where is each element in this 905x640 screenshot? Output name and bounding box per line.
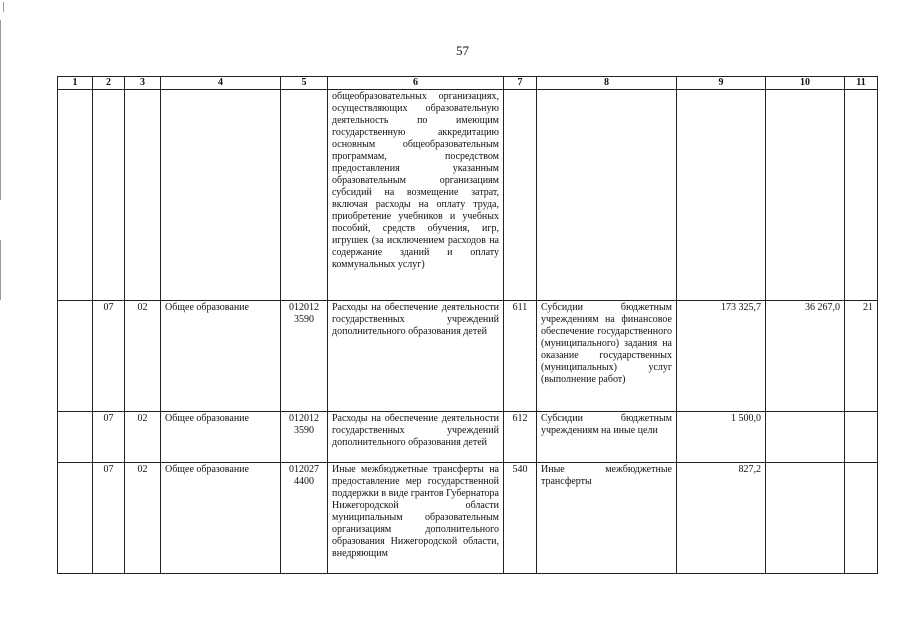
column-header: 8 bbox=[537, 77, 677, 90]
table-cell bbox=[58, 412, 93, 463]
section-code: 07 bbox=[93, 301, 125, 412]
table-cell bbox=[58, 463, 93, 574]
subsection-code: 02 bbox=[125, 301, 161, 412]
table-cell bbox=[58, 301, 93, 412]
column-header: 2 bbox=[93, 77, 125, 90]
table-row-continuation bbox=[58, 90, 878, 301]
section-name: Общее образование bbox=[161, 301, 281, 412]
table-row bbox=[58, 463, 878, 574]
scan-edge-mark bbox=[3, 2, 4, 12]
target-item-code: 012027 4400 bbox=[281, 463, 328, 574]
page-number: 57 bbox=[456, 43, 469, 58]
section-name: Общее образование bbox=[161, 463, 281, 574]
amount-cell bbox=[766, 412, 845, 463]
amount-cell: 21 bbox=[845, 301, 878, 412]
expense-type-name: Субсидии бюджетным учреждениям на финансовое обеспечение государственного (муниципального) задания на оказание государственных (муниципальных) услуг (выполнение работ) bbox=[537, 301, 677, 412]
table-cell bbox=[58, 90, 93, 301]
amount-cell bbox=[766, 463, 845, 574]
column-header: 10 bbox=[766, 77, 845, 90]
subsection-code: 02 bbox=[125, 463, 161, 574]
column-header: 3 bbox=[125, 77, 161, 90]
table-cell bbox=[161, 90, 281, 301]
table-cell bbox=[125, 90, 161, 301]
table-cell bbox=[677, 90, 766, 301]
amount-cell: 827,2 bbox=[677, 463, 766, 574]
table-cell bbox=[537, 90, 677, 301]
column-header: 1 bbox=[58, 77, 93, 90]
budget-table bbox=[57, 76, 878, 574]
purpose-cell: Иные межбюджетные трансферты на предоставление мер государственной поддержки в виде грантов Губернатора Нижегородской области муниципальным образовательным организациям дополнительного образования Нижегородской области, внедряющим bbox=[328, 463, 504, 574]
column-header: 4 bbox=[161, 77, 281, 90]
amount-cell: 36 267,0 bbox=[766, 301, 845, 412]
expense-type-code: 611 bbox=[504, 301, 537, 412]
purpose-cell: Расходы на обеспечение деятельности государственных учреждений дополнительного образования детей bbox=[328, 301, 504, 412]
column-header: 11 bbox=[845, 77, 878, 90]
scan-edge-mark bbox=[0, 20, 1, 200]
column-header: 6 bbox=[328, 77, 504, 90]
expense-type-name: Субсидии бюджетным учреждениям на иные цели bbox=[537, 412, 677, 463]
table-cell bbox=[845, 90, 878, 301]
scan-edge-mark bbox=[0, 240, 1, 300]
amount-cell: 173 325,7 bbox=[677, 301, 766, 412]
section-name: Общее образование bbox=[161, 412, 281, 463]
column-header: 7 bbox=[504, 77, 537, 90]
section-code: 07 bbox=[93, 412, 125, 463]
table-cell bbox=[93, 90, 125, 301]
table-cell bbox=[766, 90, 845, 301]
section-code: 07 bbox=[93, 463, 125, 574]
table-row bbox=[58, 301, 878, 412]
expense-type-name: Иные межбюджетные трансферты bbox=[537, 463, 677, 574]
table-cell bbox=[504, 90, 537, 301]
expense-type-code: 540 bbox=[504, 463, 537, 574]
amount-cell bbox=[845, 412, 878, 463]
column-header: 5 bbox=[281, 77, 328, 90]
purpose-cell: общеобразовательных организациях, осуществляющих образовательную деятельность по имеющим государственную аккредитацию основным общеобразовательным программам, посредством предоставления указанным образовательным организациям субсидий на возмещение затрат, включая расходы на оплату труда, приобретение учебников и учебных пособий, средств обучения, игр, игрушек (за исключением расходов на содержание зданий и оплату коммунальных услуг) bbox=[328, 90, 504, 301]
amount-cell: 1 500,0 bbox=[677, 412, 766, 463]
table-row bbox=[58, 412, 878, 463]
amount-cell bbox=[845, 463, 878, 574]
table-cell bbox=[281, 90, 328, 301]
target-item-code: 012012 3590 bbox=[281, 412, 328, 463]
column-header: 9 bbox=[677, 77, 766, 90]
expense-type-code: 612 bbox=[504, 412, 537, 463]
purpose-cell: Расходы на обеспечение деятельности государственных учреждений дополнительного образования детей bbox=[328, 412, 504, 463]
header-row bbox=[58, 77, 878, 90]
subsection-code: 02 bbox=[125, 412, 161, 463]
target-item-code: 012012 3590 bbox=[281, 301, 328, 412]
